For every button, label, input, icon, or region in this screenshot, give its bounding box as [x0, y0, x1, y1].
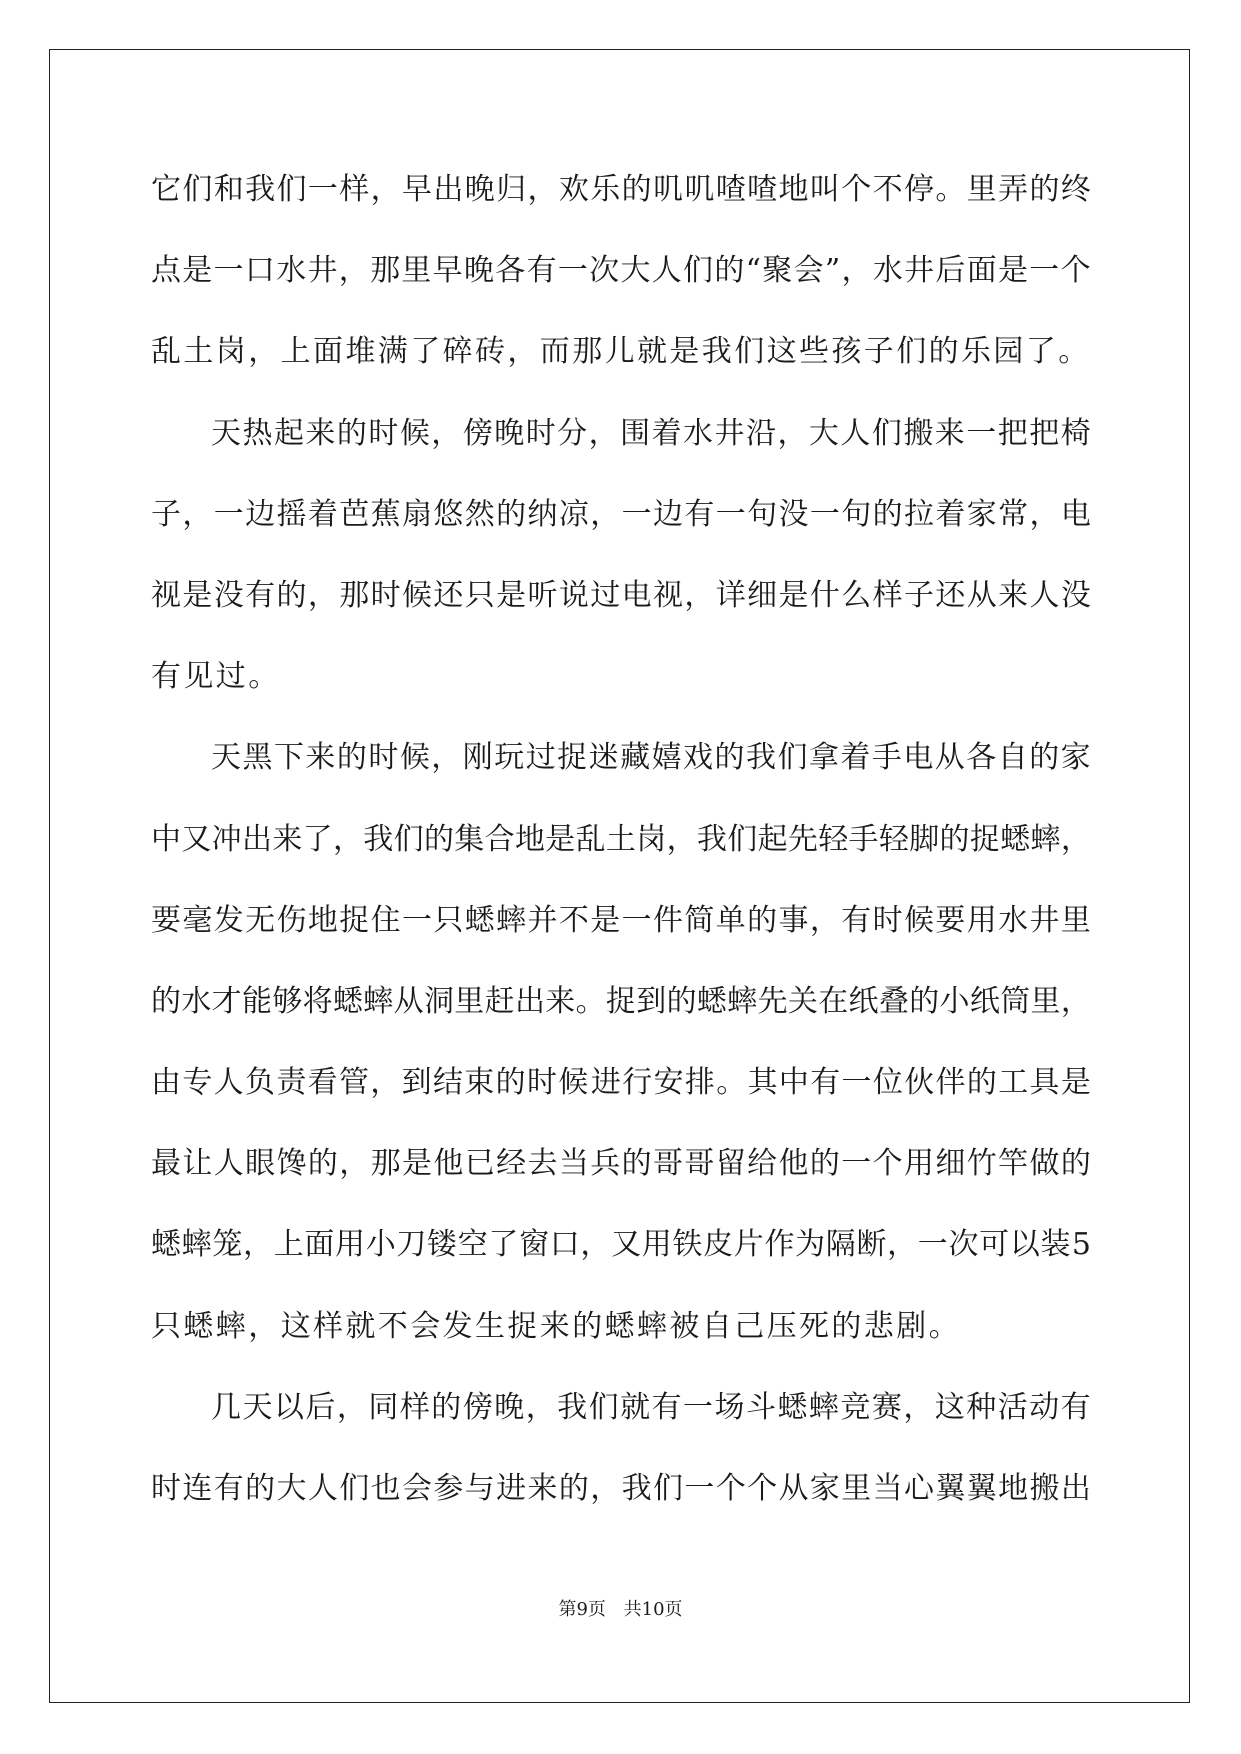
paragraph — [151, 1376, 1091, 1538]
text-line: 乱土岗，上面堆满了碎砖，而那儿就是我们这些孩子们的乐园了。 — [151, 334, 1091, 370]
text-line: 只蟋蟀，这样就不会发生捉来的蟋蟀被自己压死的悲剧。 — [151, 1308, 961, 1344]
text-line: 要 毫 发 无 伤 地 捉 住 一 只 蟋 蟀 并 不 是 一 件 简 单 的 事 ， 有 时 候 要 用 水 井 里 — [151, 902, 1091, 938]
page-number-current: 第9页 — [558, 1599, 606, 1620]
page-number-total: 共10页 — [623, 1599, 683, 1620]
text-line: 的 水 才 能 够 将 蟋 蟀 从 洞 里 赶 出 来 。 捉 到 的 蟋 蟀 先 关 在 纸 叠 的 小 纸 筒 里 ， — [151, 983, 1091, 1019]
text-line: 点 是 一 口 水 井 ， 那 里 早 晚 各 有 一 次 大 人 们 的 “ 聚 会 ” ， 水 井 后 面 是 一 个 — [151, 253, 1091, 289]
text-line: 子 ， 一 边 摇 着 芭 蕉 扇 悠 然 的 纳 凉 ， 一 边 有 一 句 没 一 句 的 拉 着 家 常 ， 电 — [151, 496, 1091, 532]
text-line: 时 连 有 的 大 人 们 也 会 参 与 进 来 的 ， 我 们 一 个 个 从 家 里 当 心 翼 翼 地 搬 出 — [151, 1471, 1091, 1506]
text-line: 天 黑 下 来 的 时 候 ， 刚 玩 过 捉 迷 藏 嬉 戏 的 我 们 拿 着 手 电 从 各 自 的 家 — [211, 740, 1091, 776]
text-line: 蟋 蟀 笼 ， 上 面 用 小 刀 镂 空 了 窗 口 ， 又 用 铁 皮 片 作 为 隔 断 ， 一 次 可 以 装 5 — [151, 1227, 1091, 1263]
text-line: 几 天 以 后 ， 同 样 的 傍 晚 ， 我 们 就 有 一 场 斗 蟋 蟀 竞 赛 ， 这 种 活 动 有 — [211, 1389, 1091, 1425]
document-body — [151, 158, 1091, 1538]
text-line: 它 们 和 我 们 一 样 ， 早 出 晚 归 ， 欢 乐 的 叽 叽 喳 喳 地 叫 个 不 停 。 里 弄 的 终 — [151, 172, 1091, 207]
text-line: 最 让 人 眼 馋 的 ， 那 是 他 已 经 去 当 兵 的 哥 哥 留 给 他 的 一 个 用 细 竹 竿 做 的 — [151, 1146, 1091, 1182]
page-footer — [0, 1597, 1241, 1623]
paragraph — [151, 726, 1091, 1376]
text-line: 天 热 起 来 的 时 候 ， 傍 晚 时 分 ， 围 着 水 井 沿 ， 大 人 们 搬 来 一 把 把 椅 — [211, 415, 1091, 451]
paragraph — [151, 158, 1091, 402]
text-line: 有见过。 — [151, 659, 281, 695]
text-line: 由 专 人 负 责 看 管 ， 到 结 束 的 时 候 进 行 安 排 。 其 中 有 一 位 伙 伴 的 工 具 是 — [151, 1065, 1091, 1101]
text-line: 视 是 没 有 的 ， 那 时 候 还 只 是 听 说 过 电 视 ， 详 细 是 什 么 样 子 还 从 来 人 没 — [151, 577, 1091, 613]
paragraph — [151, 402, 1091, 727]
text-line: 中 又 冲 出 来 了 ， 我 们 的 集 合 地 是 乱 土 岗 ， 我 们 起 先 轻 手 轻 脚 的 捉 蟋 蟀 ， — [151, 821, 1091, 857]
